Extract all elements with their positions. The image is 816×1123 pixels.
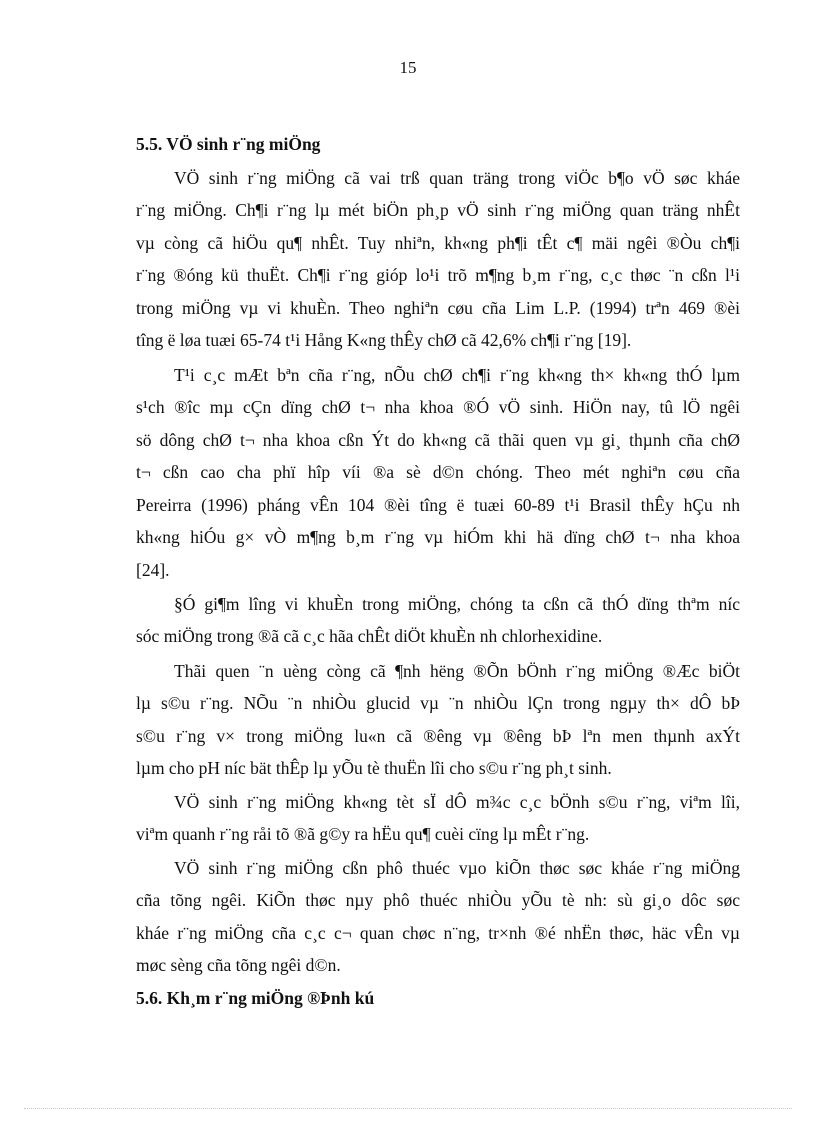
text-line: kháe r¨ng miÖng cña c¸c c¬ quan chøc n¨ng, tr×nh ®é nhËn thøc, häc vÊn vµ [136, 923, 740, 943]
text-line: cña tõng ngêi. KiÕn thøc nµy phô thuéc nhiÒu yÕu tè nh: sù gi¸o dôc søc [136, 890, 740, 910]
page-bottom-divider [24, 1108, 792, 1109]
text-line: [24]. [136, 560, 170, 580]
text-line: trong miÖng vµ vi khuÈn. Theo nghiªn cøu cña Lim L.P. (1994) trªn 469 ®èi [136, 298, 740, 318]
text-line: vµ còng cã hiÖu qu¶ nhÊt. Tuy nhiªn, kh«ng ph¶i tÊt c¶ mäi ngêi ®Òu ch¶i [136, 233, 740, 253]
section-heading-5-6: 5.6. Kh¸m r¨ng miÖng ®Þnh kú [136, 988, 375, 1008]
text-line: s¹ch ®îc mµ cÇn dïng chØ t¬ nha khoa ®Ó vÖ sinh. HiÖn nay, tû lÖ ngêi [136, 397, 740, 417]
page-number: 15 [399, 58, 417, 77]
text-line: T¹i c¸c mÆt bªn cña r¨ng, nÕu chØ ch¶i r¨ng kh«ng th× kh«ng thÓ lµm [174, 365, 740, 385]
text-line: lµ s©u r¨ng. NÕu ¨n nhiÒu glucid vµ ¨n nhiÒu lÇn trong ngµy th× dÔ bÞ [136, 693, 740, 713]
text-line: VÖ sinh r¨ng miÖng cã vai trß quan träng trong viÖc b¶o vÖ søc kháe [174, 168, 740, 188]
text-line: kh«ng hiÓu g× vÒ m¶ng b¸m r¨ng vµ hiÓm khi hä dïng chØ t¬ nha khoa [136, 527, 740, 547]
text-line: Pereirra (1996) pháng vÊn 104 ®èi tîng ë tuæi 60-89 t¹i Brasil thÊy hÇu nh [136, 495, 740, 515]
text-line: r¨ng ®óng kü thuËt. Ch¶i r¨ng gióp lo¹i trõ m¶ng b¸m r¨ng, c¸c thøc ¨n cßn l¹i [136, 265, 740, 285]
section-heading-5-5: 5.5. VÖ sinh r¨ng miÖng [136, 134, 321, 154]
text-line: tîng ë løa tuæi 65-74 t¹i Hång K«ng thÊy chØ cã 42,6% ch¶i r¨ng [19]. [136, 330, 632, 350]
text-line: t¬ cßn cao cha phï hîp víi ®a sè d©n chóng. Theo mét nghiªn cøu cña [136, 462, 740, 482]
text-line: §Ó gi¶m lîng vi khuÈn trong miÖng, chóng ta cßn cã thÓ dïng thªm níc [174, 594, 740, 614]
text-line: Thãi quen ¨n uèng còng cã ¶nh hëng ®Õn bÖnh r¨ng miÖng ®Æc biÖt [174, 661, 740, 681]
text-line: VÖ sinh r¨ng miÖng kh«ng tèt sÏ dÔ m¾c c¸c bÖnh s©u r¨ng, viªm lîi, [174, 792, 740, 812]
text-line: møc sèng cña tõng ngêi d©n. [136, 955, 341, 975]
text-line: VÖ sinh r¨ng miÖng cßn phô thuéc vµo kiÕn thøc søc kháe r¨ng miÖng [174, 858, 740, 878]
text-line: viªm quanh r¨ng råi tõ ®ã g©y ra hËu qu¶ cuèi cïng lµ mÊt r¨ng. [136, 824, 590, 844]
text-line: r¨ng miÖng. Ch¶i r¨ng lµ mét biÖn ph¸p vÖ sinh r¨ng miÖng quan träng nhÊt [136, 200, 740, 220]
text-line: s©u r¨ng v× trong miÖng lu«n cã ®êng vµ ®êng bÞ lªn men thµnh axÝt [136, 726, 740, 746]
text-line: sö dông chØ t¬ nha khoa cßn Ýt do kh«ng cã thãi quen vµ gi¸ thµnh cña chØ [136, 430, 740, 450]
text-line: lµm cho pH níc bät thÊp lµ yÕu tè thuËn lîi cho s©u r¨ng ph¸t sinh. [136, 758, 612, 778]
text-line: sóc miÖng trong ®ã cã c¸c hãa chÊt diÖt khuÈn nh chlorhexidine. [136, 626, 603, 646]
